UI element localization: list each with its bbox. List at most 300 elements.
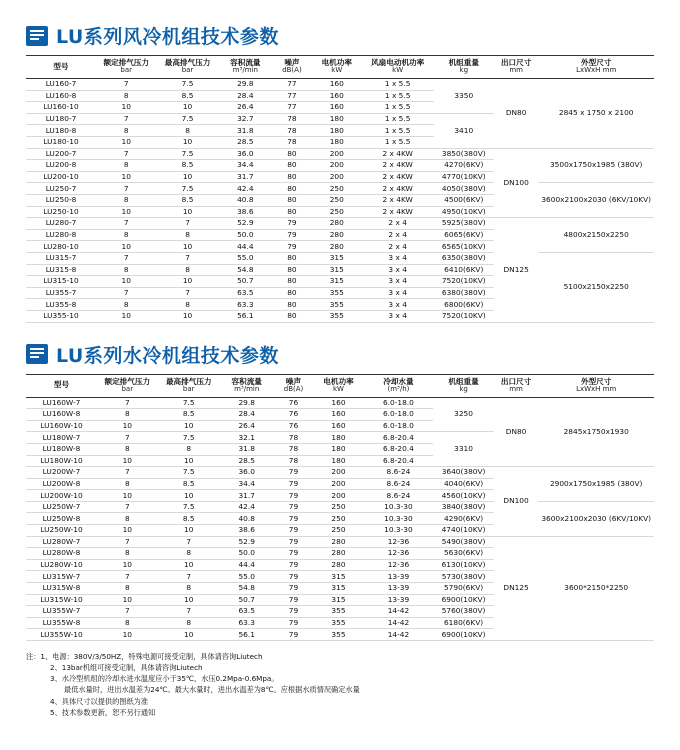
cell-weight: 3840(380V) [433,501,493,513]
cell-rated-pressure: 10 [96,310,156,322]
cell-fan-power: 2 x 4KW [362,148,434,160]
cell-rated-pressure: 10 [96,206,156,218]
cell-fan-power: 3 x 4 [362,299,434,311]
cell-rated-pressure: 8 [96,229,156,241]
cell-model: LU200-10 [26,171,96,183]
cell-noise: 79 [272,241,312,253]
cell-flow: 52.9 [219,218,272,230]
cell-motor-power: 160 [312,79,362,91]
cell-motor-power: 280 [313,559,363,571]
cell-noise: 79 [274,559,314,571]
cell-noise: 78 [272,137,312,149]
cell-max-pressure: 10 [156,102,218,114]
cell-motor-power: 315 [312,264,362,276]
cell-rated-pressure: 8 [97,443,158,455]
cell-flow: 55.0 [220,571,274,583]
cell-rated-pressure: 10 [97,420,158,432]
cell-max-pressure: 10 [158,455,220,467]
cell-flow: 44.4 [219,241,272,253]
cell-flow: 29.8 [219,79,272,91]
cell-noise: 79 [274,606,314,618]
cell-noise: 79 [274,478,314,490]
cell-rated-pressure: 7 [97,397,158,409]
cell-model: LU160-8 [26,90,96,102]
cell-noise: 79 [274,490,314,502]
cell-model: LU250-8 [26,194,96,206]
cell-max-pressure: 7.5 [156,148,218,160]
cell-noise: 80 [272,264,312,276]
cell-flow: 63.5 [219,287,272,299]
cell-model: LU280W-7 [26,536,97,548]
cell-flow: 50.7 [219,276,272,288]
col-header-9: 外型尺寸 LxWxH mm [538,56,654,79]
cell-noise: 80 [272,160,312,172]
note-line: 4、具体尺寸以提供的图纸为准 [50,696,149,706]
cell-rated-pressure: 10 [97,594,158,606]
cell-fan-power: 2 x 4KW [362,194,434,206]
cell-max-pressure: 8 [158,617,220,629]
col-header-1: 额定排气压力 bar [97,374,158,397]
cell-max-pressure: 7.5 [156,183,218,195]
cell-rated-pressure: 8 [97,478,158,490]
cell-dimensions: 5100x2150x2250 [538,252,654,322]
cell-weight: 6900(10KV) [433,594,493,606]
cell-model: LU355W-7 [26,606,97,618]
cell-weight: 3410 [434,113,494,148]
cell-max-pressure: 10 [158,594,220,606]
cell-rated-pressure: 10 [96,171,156,183]
cell-noise: 79 [274,525,314,537]
col-header-8: 出口尺寸 mm [494,56,539,79]
cell-max-pressure: 10 [158,629,220,641]
cell-rated-pressure: 8 [96,90,156,102]
cell-flow: 32.1 [220,432,274,444]
cell-flow: 54.8 [219,264,272,276]
cell-flow: 28.5 [219,137,272,149]
cell-weight: 6410(6KV) [434,264,494,276]
cell-fan-power: 3 x 4 [362,310,434,322]
cell-motor-power: 280 [313,536,363,548]
cell-max-pressure: 10 [158,420,220,432]
cell-noise: 79 [274,629,314,641]
cell-flow: 54.8 [220,583,274,595]
note-line: 最低水量时，进出水温差为24℃。最大水量时，进出水温差为8℃。应根据水质情况确定水量 [64,685,360,695]
cell-flow: 26.4 [220,420,274,432]
cell-cooling-water: 13-39 [364,583,434,595]
cell-weight: 6180(6KV) [433,617,493,629]
cell-max-pressure: 7 [158,536,220,548]
cell-motor-power: 355 [312,310,362,322]
cell-rated-pressure: 7 [97,467,158,479]
cell-motor-power: 315 [313,571,363,583]
cell-motor-power: 160 [313,397,363,409]
cell-noise: 77 [272,102,312,114]
cell-model: LU200W-7 [26,467,97,479]
cell-model: LU355-7 [26,287,96,299]
cell-max-pressure: 7 [158,606,220,618]
cell-fan-power: 1 x 5.5 [362,113,434,125]
cell-dimensions: 3600x2100x2030 (6KV/10KV) [538,501,654,536]
cell-flow: 28.4 [220,409,274,421]
cell-max-pressure: 10 [156,241,218,253]
section-header-water-cooled [26,341,680,368]
spec-table-water-cooled [26,374,654,642]
table-row [26,536,654,548]
cell-flow: 63.3 [220,617,274,629]
table-row [26,148,654,160]
cell-model: LU200W-10 [26,490,97,502]
cell-motor-power: 180 [313,432,363,444]
cell-model: LU280-10 [26,241,96,253]
cell-flow: 40.8 [219,194,272,206]
cell-fan-power: 3 x 4 [362,264,434,276]
col-header-1: 额定排气压力 bar [96,56,156,79]
section-title: LU系列水冷机组技术参数 [56,344,279,367]
cell-model: LU315-8 [26,264,96,276]
cell-model: LU160W-8 [26,409,97,421]
cell-model: LU250W-8 [26,513,97,525]
col-header-7: 机组重量 kg [433,374,493,397]
cell-weight: 3350 [434,79,494,114]
cell-motor-power: 250 [312,206,362,218]
cell-weight: 4050(380V) [434,183,494,195]
cell-cooling-water: 6.8-20.4 [364,443,434,455]
cell-cooling-water: 8.6-24 [364,490,434,502]
cell-motor-power: 200 [313,478,363,490]
cell-motor-power: 160 [312,102,362,114]
cell-fan-power: 1 x 5.5 [362,102,434,114]
col-header-5: 电机功率 kW [312,56,362,79]
cell-cooling-water: 6.0-18.0 [364,397,434,409]
cell-max-pressure: 10 [158,490,220,502]
col-header-3: 容积流量 m³/min [220,374,274,397]
cell-weight: 5760(380V) [433,606,493,618]
table-body [26,397,654,640]
cell-cooling-water: 6.8-20.4 [364,432,434,444]
cell-motor-power: 250 [313,501,363,513]
cell-max-pressure: 7.5 [158,432,220,444]
cell-fan-power: 1 x 5.5 [362,90,434,102]
cell-noise: 76 [274,420,314,432]
cell-noise: 78 [272,113,312,125]
cell-rated-pressure: 8 [97,583,158,595]
cell-max-pressure: 7.5 [156,113,218,125]
cell-flow: 36.0 [220,467,274,479]
cell-weight: 5490(380V) [433,536,493,548]
cell-max-pressure: 8.5 [158,409,220,421]
cell-cooling-water: 13-39 [364,594,434,606]
cell-noise: 79 [274,571,314,583]
cell-noise: 76 [274,409,314,421]
cell-weight: 5925(380V) [434,218,494,230]
cell-model: LU250-10 [26,206,96,218]
cell-outlet-size: DN100 [494,148,539,218]
cell-outlet-size: DN125 [494,218,539,322]
cell-rated-pressure: 7 [96,148,156,160]
cell-motor-power: 160 [312,90,362,102]
cell-dimensions: 2845x1750x1930 [538,397,654,467]
note-line: 2、13bar机组可接受定制，具体请咨询Liutech [50,663,203,673]
cell-flow: 38.6 [219,206,272,218]
cell-rated-pressure: 10 [97,490,158,502]
cell-flow: 40.8 [220,513,274,525]
cell-flow: 63.5 [220,606,274,618]
cell-rated-pressure: 8 [96,194,156,206]
cell-max-pressure: 8 [156,229,218,241]
cell-flow: 31.7 [219,171,272,183]
cell-noise: 79 [274,467,314,479]
cell-cooling-water: 6.8-20.4 [364,455,434,467]
cell-rated-pressure: 8 [96,299,156,311]
cell-max-pressure: 7 [158,571,220,583]
cell-noise: 79 [274,617,314,629]
cell-model: LU180W-7 [26,432,97,444]
cell-weight: 5790(6KV) [433,583,493,595]
col-header-4: 噪声 dB(A) [274,374,314,397]
cell-weight: 4500(6KV) [434,194,494,206]
cell-flow: 55.0 [219,252,272,264]
cell-model: LU200W-8 [26,478,97,490]
cell-weight: 5630(6KV) [433,548,493,560]
cell-motor-power: 355 [312,299,362,311]
cell-weight: 6900(10KV) [433,629,493,641]
cell-outlet-size: DN80 [494,79,539,149]
cell-cooling-water: 14-42 [364,606,434,618]
cell-fan-power: 2 x 4 [362,241,434,253]
cell-rated-pressure: 7 [96,113,156,125]
header-row [26,56,654,79]
col-header-5: 电机功率 kW [313,374,363,397]
cell-motor-power: 200 [312,148,362,160]
cell-fan-power: 2 x 4 [362,229,434,241]
cell-flow: 38.6 [220,525,274,537]
cell-fan-power: 3 x 4 [362,276,434,288]
list-icon [26,26,48,46]
cell-rated-pressure: 10 [96,241,156,253]
cell-rated-pressure: 7 [97,571,158,583]
cell-noise: 80 [272,287,312,299]
table-body [26,79,654,322]
cell-model: LU180W-10 [26,455,97,467]
cell-cooling-water: 12-36 [364,559,434,571]
cell-dimensions: 3600x2100x2030 (6KV/10KV) [538,183,654,218]
notes-block [26,651,654,718]
cell-model: LU280W-10 [26,559,97,571]
cell-noise: 78 [274,432,314,444]
cell-max-pressure: 7.5 [158,467,220,479]
col-header-2: 最高排气压力 bar [156,56,218,79]
cell-weight: 3250 [433,397,493,432]
cell-noise: 78 [274,443,314,455]
cell-model: LU180-8 [26,125,96,137]
cell-weight: 4740(10KV) [433,525,493,537]
cell-max-pressure: 10 [156,310,218,322]
cell-noise: 80 [272,194,312,206]
cell-rated-pressure: 8 [97,548,158,560]
cell-max-pressure: 7.5 [158,397,220,409]
cell-rated-pressure: 7 [97,606,158,618]
cell-fan-power: 2 x 4KW [362,160,434,172]
cell-model: LU355W-10 [26,629,97,641]
cell-motor-power: 180 [312,125,362,137]
cell-max-pressure: 8 [158,548,220,560]
cell-max-pressure: 10 [156,137,218,149]
cell-rated-pressure: 10 [96,137,156,149]
cell-motor-power: 160 [313,409,363,421]
cell-motor-power: 250 [313,525,363,537]
cell-motor-power: 280 [312,229,362,241]
cell-rated-pressure: 7 [96,183,156,195]
col-header-6: 冷却水量 (m³/h) [364,374,434,397]
cell-cooling-water: 6.0-18.0 [364,409,434,421]
cell-max-pressure: 8.5 [158,478,220,490]
cell-weight: 4290(6KV) [433,513,493,525]
cell-model: LU315-7 [26,252,96,264]
cell-flow: 44.4 [220,559,274,571]
cell-dimensions: 2900x1750x1985 (380V) [538,467,654,502]
cell-weight: 7520(10KV) [434,310,494,322]
cell-noise: 79 [274,594,314,606]
cell-rated-pressure: 10 [97,629,158,641]
col-header-0: 型号 [26,374,97,397]
cell-model: LU160W-10 [26,420,97,432]
note-line: 3、水冷型机组的冷却水进水温度应小于35℃，水压0.2Mpa-0.6Mpa。 [50,674,279,684]
cell-weight: 6065(6KV) [434,229,494,241]
cell-weight: 4270(6KV) [434,160,494,172]
cell-flow: 42.4 [219,183,272,195]
col-header-8: 出口尺寸 mm [494,374,539,397]
cell-rated-pressure: 10 [97,455,158,467]
cell-cooling-water: 10.3-30 [364,525,434,537]
cell-max-pressure: 7 [156,287,218,299]
cell-weight: 6800(6KV) [434,299,494,311]
cell-noise: 79 [274,583,314,595]
cell-rated-pressure: 7 [97,501,158,513]
cell-flow: 50.0 [219,229,272,241]
cell-flow: 56.1 [219,310,272,322]
cell-fan-power: 3 x 4 [362,252,434,264]
cell-motor-power: 250 [312,183,362,195]
cell-outlet-size: DN100 [494,467,539,537]
cell-model: LU315W-8 [26,583,97,595]
cell-model: LU160-10 [26,102,96,114]
cell-max-pressure: 8.5 [156,90,218,102]
cell-weight: 4040(6KV) [433,478,493,490]
cell-cooling-water: 8.6-24 [364,467,434,479]
cell-motor-power: 200 [313,467,363,479]
cell-fan-power: 1 x 5.5 [362,79,434,91]
cell-motor-power: 355 [312,287,362,299]
cell-rated-pressure: 8 [96,160,156,172]
cell-weight: 5730(380V) [433,571,493,583]
cell-flow: 42.4 [220,501,274,513]
cell-max-pressure: 10 [158,559,220,571]
cell-noise: 77 [272,79,312,91]
cell-cooling-water: 14-42 [364,617,434,629]
cell-motor-power: 315 [313,583,363,595]
cell-model: LU315W-10 [26,594,97,606]
cell-model: LU355-8 [26,299,96,311]
cell-motor-power: 280 [312,241,362,253]
cell-flow: 31.8 [219,125,272,137]
cell-weight: 4560(10KV) [433,490,493,502]
cell-rated-pressure: 10 [96,102,156,114]
cell-weight: 6350(380V) [434,252,494,264]
cell-flow: 34.4 [220,478,274,490]
cell-max-pressure: 10 [158,525,220,537]
cell-noise: 80 [272,183,312,195]
cell-model: LU200-7 [26,148,96,160]
cell-weight: 3850(380V) [434,148,494,160]
note-line: 注：1、电源：380V/3/50HZ，特殊电源可接受定制，具体请咨询Liutech [26,652,263,661]
cell-max-pressure: 7 [156,218,218,230]
col-header-3: 容积流量 m³/min [219,56,272,79]
cell-max-pressure: 8 [156,264,218,276]
cell-noise: 76 [274,397,314,409]
cell-cooling-water: 10.3-30 [364,501,434,513]
cell-noise: 80 [272,310,312,322]
cell-motor-power: 250 [313,513,363,525]
cell-motor-power: 180 [313,455,363,467]
cell-rated-pressure: 8 [96,264,156,276]
table-row [26,467,654,479]
table-row [26,501,654,513]
note-line: 5、技术参数更新，恕不另行通知 [50,707,156,717]
cell-cooling-water: 13-39 [364,571,434,583]
cell-max-pressure: 10 [156,206,218,218]
cell-rated-pressure: 7 [97,432,158,444]
cell-rated-pressure: 10 [97,525,158,537]
table-row [26,397,654,409]
cell-motor-power: 315 [313,594,363,606]
table-row [26,218,654,230]
cell-motor-power: 355 [313,617,363,629]
cell-dimensions: 3600*2150*2250 [538,536,654,640]
cell-weight: 6565(10KV) [434,241,494,253]
cell-max-pressure: 7 [156,252,218,264]
col-header-6: 风扇电动机功率 kW [362,56,434,79]
section-title: LU系列风冷机组技术参数 [56,26,279,48]
table-header [26,56,654,79]
cell-flow: 26.4 [219,102,272,114]
col-header-2: 最高排气压力 bar [158,374,220,397]
section-header-air-cooled [26,22,680,49]
cell-model: LU250-7 [26,183,96,195]
cell-rated-pressure: 10 [97,559,158,571]
cell-flow: 28.4 [219,90,272,102]
cell-rated-pressure: 7 [96,218,156,230]
cell-weight: 4950(10KV) [434,206,494,218]
col-header-0: 型号 [26,56,96,79]
table-header [26,374,654,397]
cell-cooling-water: 14-42 [364,629,434,641]
cell-flow: 50.0 [220,548,274,560]
cell-flow: 32.7 [219,113,272,125]
cell-fan-power: 1 x 5.5 [362,137,434,149]
cell-model: LU280-8 [26,229,96,241]
cell-noise: 79 [272,218,312,230]
cell-noise: 80 [272,206,312,218]
cell-max-pressure: 10 [156,171,218,183]
cell-fan-power: 2 x 4KW [362,206,434,218]
cell-flow: 29.8 [220,397,274,409]
cell-cooling-water: 8.6-24 [364,478,434,490]
cell-noise: 80 [272,299,312,311]
cell-max-pressure: 8 [156,125,218,137]
cell-dimensions: 3500x1750x1985 (380V) [538,148,654,183]
cell-noise: 79 [274,501,314,513]
cell-rated-pressure: 7 [97,536,158,548]
